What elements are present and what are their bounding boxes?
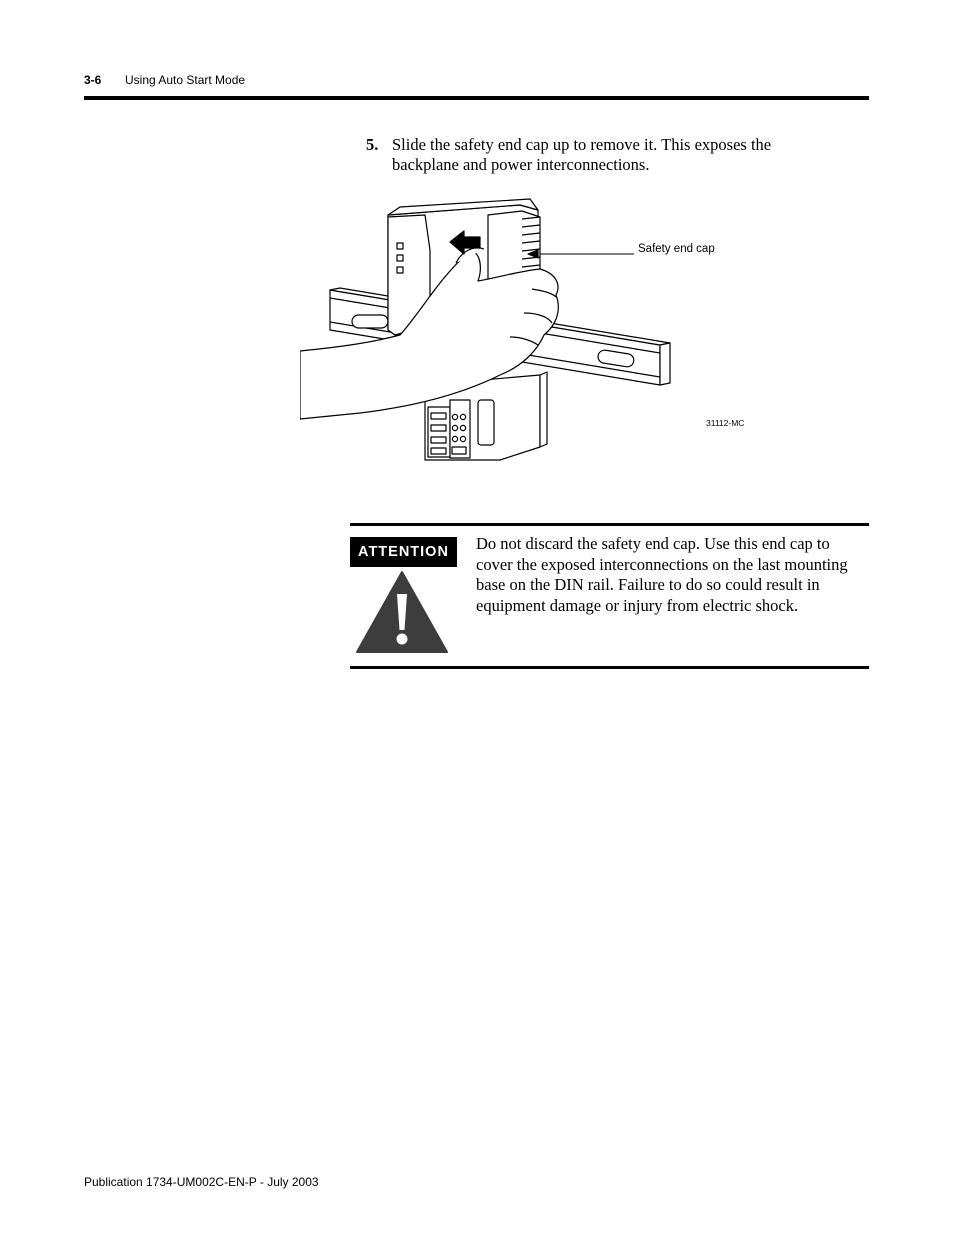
header-rule [84,96,869,100]
attention-bottom-rule [350,666,869,669]
figure-id: 31112-MC [706,418,745,428]
attention-label: ATTENTION [350,537,457,567]
end-cap-illustration [300,185,750,470]
attention-top-rule [350,523,869,526]
publication-footer: Publication 1734-UM002C-EN-P - July 2003 [84,1175,319,1189]
section-title: Using Auto Start Mode [125,73,246,87]
callout-label: Safety end cap [638,243,715,255]
page-number: 3-6 [84,73,102,87]
step-text: Slide the safety end cap up to remove it. This exposes the backplane and power interconnections. [392,135,772,174]
warning-triangle-icon [356,570,448,654]
figure-end-cap-removal [300,185,750,470]
step-number: 5. [366,135,379,154]
attention-text: Do not discard the safety end cap. Use this end cap to cover the exposed interconnections on the last mounting base on the DIN rail. Failure to do so could result in equipment damage or injury from electric shock. [476,534,848,615]
